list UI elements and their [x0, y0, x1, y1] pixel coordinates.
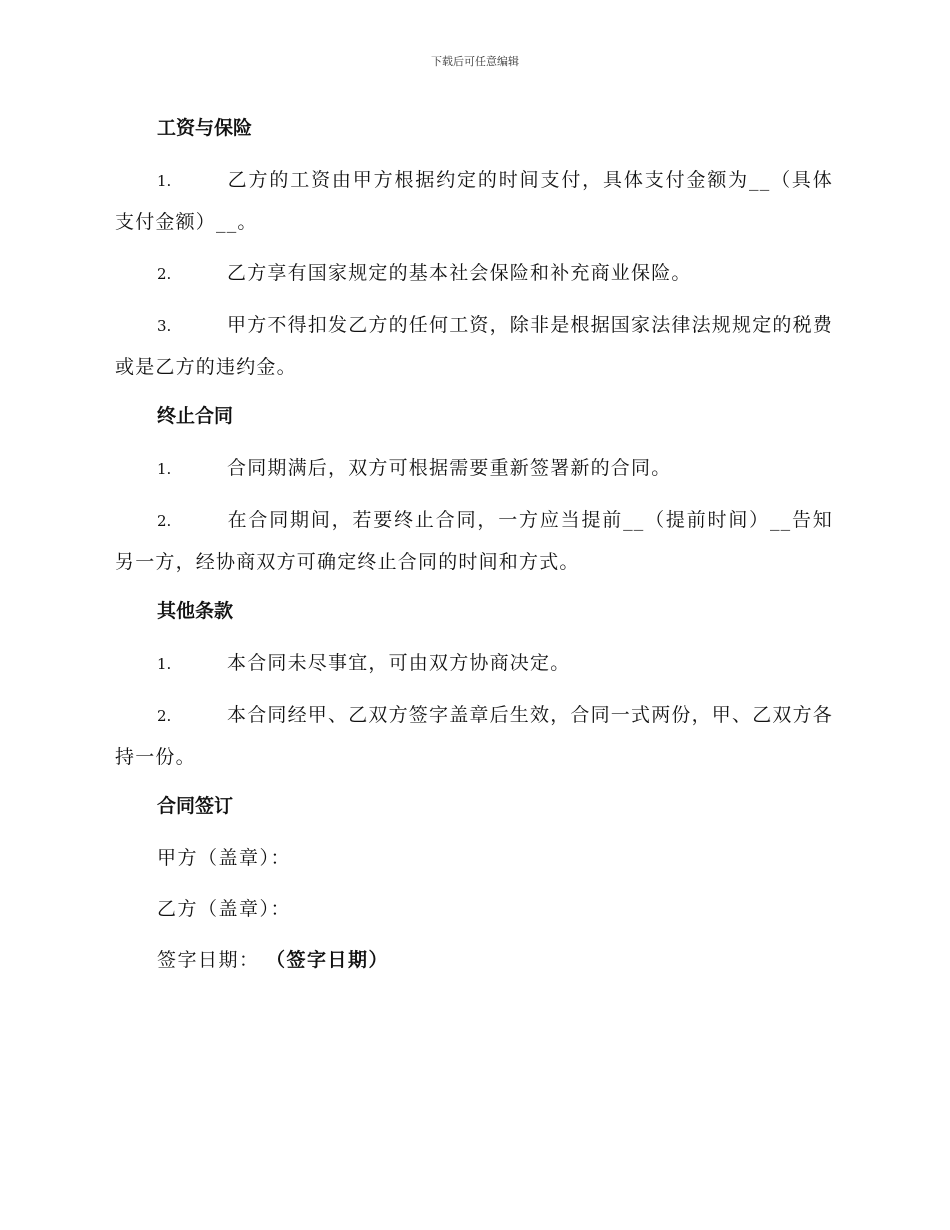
- clause-text: 本合同未尽事宜，可由双方协商决定。: [227, 652, 571, 674]
- section-termination: [115, 398, 833, 583]
- clause: [115, 448, 833, 490]
- clause: [115, 253, 833, 295]
- section-salary-insurance: [115, 110, 833, 388]
- clause: [115, 500, 833, 583]
- clause-number: 2.: [157, 707, 172, 725]
- party-a-seal: 甲方（盖章）：: [157, 847, 292, 869]
- page-header: 下载后可任意编辑: [431, 55, 519, 68]
- clause-number: 1.: [157, 172, 172, 190]
- signing-date: [157, 940, 833, 981]
- clause-number: 3.: [157, 317, 172, 335]
- signing-date-label: 签字日期：: [157, 949, 260, 971]
- clause-number: 2.: [157, 265, 172, 283]
- clause-number: 2.: [157, 512, 172, 530]
- clause-text: 乙方的工资由甲方根据约定的时间支付，具体支付金额为__（具体支付金额）__。: [115, 169, 833, 233]
- section-other-terms: [115, 593, 833, 778]
- section-title: 合同签订: [157, 795, 234, 817]
- party-b-seal: 乙方（盖章）：: [157, 898, 292, 920]
- section-title: 终止合同: [157, 405, 234, 427]
- clause-text: 甲方不得扣发乙方的任何工资，除非是根据国家法律法规规定的税费或是乙方的违约金。: [115, 314, 834, 378]
- clause: [115, 305, 833, 388]
- section-title: 其他条款: [157, 600, 234, 622]
- document-body: [115, 110, 833, 991]
- clause-number: 1.: [157, 655, 172, 673]
- section-signing: [115, 788, 833, 981]
- clause-text: 合同期满后，双方可根据需要重新签署新的合同。: [227, 457, 672, 479]
- clause: [115, 643, 833, 685]
- section-title: 工资与保险: [157, 117, 253, 139]
- clause-text: 乙方享有国家规定的基本社会保险和补充商业保险。: [227, 262, 692, 284]
- signing-date-value: （签字日期）: [275, 949, 390, 971]
- clause: [115, 160, 833, 243]
- clause-number: 1.: [157, 460, 172, 478]
- clause-text: 在合同期间，若要终止合同，一方应当提前__（提前时间）__告知另一方，经协商双方可确定终止合同的时间和方式。: [115, 509, 833, 573]
- clause: [115, 695, 833, 778]
- clause-text: 本合同经甲、乙双方签字盖章后生效，合同一式两份，甲、乙双方各持一份。: [115, 704, 834, 768]
